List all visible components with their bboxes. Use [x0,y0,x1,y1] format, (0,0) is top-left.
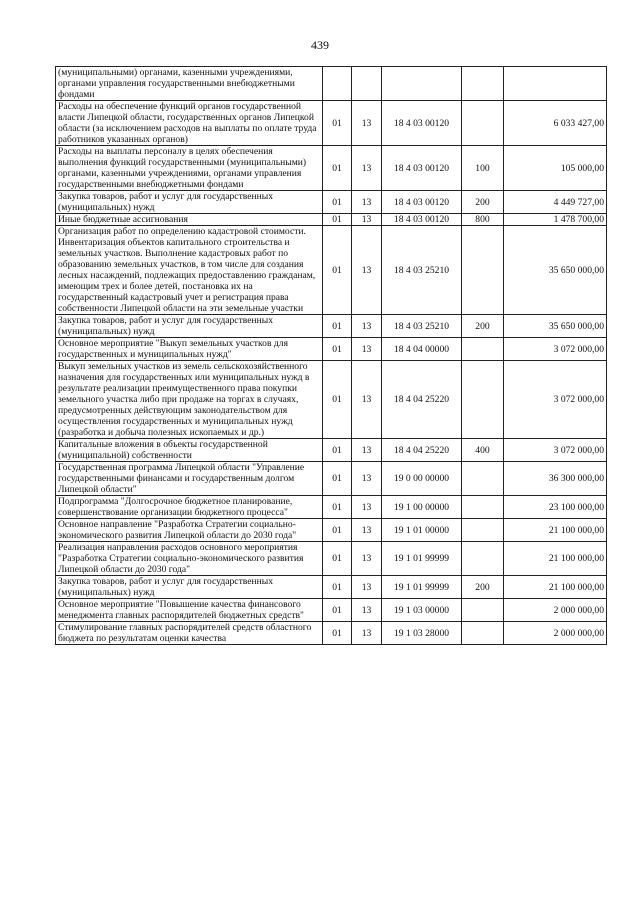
row-section: 01 [323,315,352,338]
row-expense-type: 800 [462,214,504,226]
row-amount: 23 100 000,00 [504,496,607,519]
row-subsection: 13 [352,226,382,315]
row-expense-type [462,519,504,542]
row-subsection: 13 [352,361,382,439]
row-subsection: 13 [352,542,382,576]
table-row [56,496,607,519]
table-row [56,338,607,361]
row-name: Реализация направления расходов основного мероприятия "Разработка Стратегии социально-экономического развития Липецкой области до 2030 года" [56,542,323,576]
row-target-article: 19 1 01 99999 [382,542,462,576]
row-section: 01 [323,519,352,542]
row-name: Подпрограмма "Долгосрочное бюджетное планирование, совершенствование организации бюджетного процесса" [56,496,323,519]
row-subsection: 13 [352,496,382,519]
row-section: 01 [323,214,352,226]
page-number: 439 [311,38,329,52]
row-name: Основное направление "Разработка Стратегии социально-экономического развития Липецкой области до 2030 года" [56,519,323,542]
table-row [56,576,607,599]
row-section: 01 [323,622,352,645]
row-amount [504,67,607,101]
row-amount: 6 033 427,00 [504,101,607,146]
row-target-article: 18 4 04 25220 [382,439,462,462]
row-amount: 4 449 727,00 [504,191,607,214]
row-subsection: 13 [352,576,382,599]
table-row [56,599,607,622]
row-subsection: 13 [352,146,382,191]
row-section: 01 [323,496,352,519]
row-amount: 21 100 000,00 [504,542,607,576]
row-name: Государственная программа Липецкой области "Управление государственными финансами и государственным долгом Липецкой области" [56,462,323,496]
row-target-article: 19 0 00 00000 [382,462,462,496]
row-name: Основное мероприятие "Выкуп земельных участков для государственных и муниципальных нужд" [56,338,323,361]
row-section: 01 [323,599,352,622]
row-amount: 21 100 000,00 [504,519,607,542]
row-section: 01 [323,439,352,462]
table-row [56,439,607,462]
table-row [56,519,607,542]
row-amount: 36 300 000,00 [504,462,607,496]
table-row [56,462,607,496]
table-row [56,226,607,315]
row-name: Выкуп земельных участков из земель сельскохозяйственного назначения для государственных или муниципальных нужд в результате реализации преимущественного права покупки земельного участка либо при продаже на торгах в случаях, предусмотренных действующим законодательством для осуществления государственных и муниципальных нужд (разработка и добыча полезных ископаемых и др.) [56,361,323,439]
row-subsection: 13 [352,599,382,622]
row-name: Организация работ по определению кадастровой стоимости. Инвентаризация объектов капитального строительства и земельных участков. Выполнение кадастровых работ по образованию земельных участков, в том числе для создания лесных насаждений, подлежащих предоставлению гражданам, имеющим трех и более детей, постановка их на государственный кадастровый учет и регистрация права собственности Липецкой области на эти земельные участки [56,226,323,315]
row-expense-type: 100 [462,146,504,191]
row-expense-type [462,496,504,519]
row-target-article: 18 4 03 00120 [382,214,462,226]
row-amount: 35 650 000,00 [504,315,607,338]
row-name: Закупка товаров, работ и услуг для государственных (муниципальных) нужд [56,576,323,599]
table-row [56,191,607,214]
row-section: 01 [323,361,352,439]
row-target-article: 19 1 01 00000 [382,519,462,542]
row-section: 01 [323,226,352,315]
row-name: (муниципальными) органами, казенными учреждениями, органами управления государственными внебюджетными фондами [56,67,323,101]
table-row [56,67,607,101]
row-section: 01 [323,146,352,191]
row-expense-type: 200 [462,191,504,214]
table-row [56,542,607,576]
row-target-article: 19 1 03 28000 [382,622,462,645]
row-amount: 2 000 000,00 [504,622,607,645]
table-row [56,101,607,146]
row-expense-type [462,361,504,439]
row-section: 01 [323,576,352,599]
row-subsection: 13 [352,439,382,462]
table-row [56,315,607,338]
row-section: 01 [323,462,352,496]
row-subsection: 13 [352,622,382,645]
row-subsection: 13 [352,315,382,338]
row-target-article: 18 4 04 25220 [382,361,462,439]
row-amount: 3 072 000,00 [504,338,607,361]
row-expense-type [462,542,504,576]
row-amount: 105 000,00 [504,146,607,191]
row-expense-type [462,226,504,315]
row-subsection: 13 [352,191,382,214]
row-expense-type [462,101,504,146]
table-row [56,214,607,226]
table-row [56,146,607,191]
row-expense-type: 200 [462,576,504,599]
row-name: Расходы на выплаты персоналу в целях обеспечения выполнения функций государственными (муниципальными) органами, казенными учреждениями, органами управления государственными внебюджетными фондами [56,146,323,191]
row-name: Иные бюджетные ассигнования [56,214,323,226]
row-name: Стимулирование главных распорядителей средств областного бюджета по результатам оценки качества [56,622,323,645]
table-row [56,361,607,439]
row-expense-type [462,462,504,496]
row-subsection: 13 [352,338,382,361]
row-target-article: 18 4 03 00120 [382,101,462,146]
row-target-article: 19 1 03 00000 [382,599,462,622]
row-subsection: 13 [352,462,382,496]
row-section [323,67,352,101]
row-amount: 3 072 000,00 [504,439,607,462]
row-target-article: 18 4 03 25210 [382,315,462,338]
row-target-article: 18 4 03 00120 [382,146,462,191]
row-name: Закупка товаров, работ и услуг для государственных (муниципальных) нужд [56,191,323,214]
row-name: Капитальные вложения в объекты государственной (муниципальной) собственности [56,439,323,462]
row-subsection: 13 [352,214,382,226]
row-expense-type [462,622,504,645]
budget-table [55,66,607,645]
row-subsection: 13 [352,519,382,542]
row-amount: 21 100 000,00 [504,576,607,599]
table-row [56,622,607,645]
row-target-article: 18 4 04 00000 [382,338,462,361]
row-expense-type: 400 [462,439,504,462]
row-subsection [352,67,382,101]
row-expense-type: 200 [462,315,504,338]
row-target-article: 19 1 00 00000 [382,496,462,519]
row-expense-type [462,338,504,361]
row-target-article: 18 4 03 25210 [382,226,462,315]
row-target-article: 18 4 03 00120 [382,191,462,214]
row-target-article [382,67,462,101]
row-expense-type [462,599,504,622]
row-amount: 3 072 000,00 [504,361,607,439]
row-name: Закупка товаров, работ и услуг для государственных (муниципальных) нужд [56,315,323,338]
row-amount: 1 478 700,00 [504,214,607,226]
row-amount: 2 000 000,00 [504,599,607,622]
row-name: Основное мероприятие "Повышение качества финансового менеджмента главных распорядителей бюджетных средств" [56,599,323,622]
row-expense-type [462,67,504,101]
row-section: 01 [323,101,352,146]
row-section: 01 [323,338,352,361]
row-amount: 35 650 000,00 [504,226,607,315]
row-section: 01 [323,191,352,214]
row-target-article: 19 1 01 99999 [382,576,462,599]
row-subsection: 13 [352,101,382,146]
row-name: Расходы на обеспечение функций органов государственной власти Липецкой области, государственных органов Липецкой области (за исключением расходов на выплаты по оплате труда работников указанных органов) [56,101,323,146]
row-section: 01 [323,542,352,576]
